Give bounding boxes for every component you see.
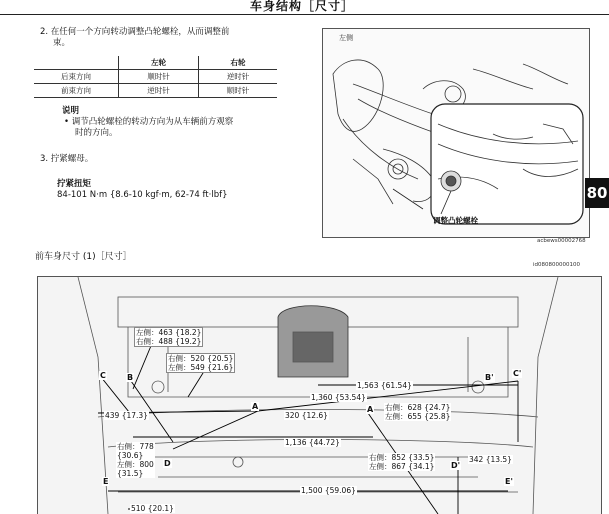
chapter-tab: 80 [585, 178, 609, 208]
table-cell: 顺时针 [198, 84, 277, 98]
table-cell: 顺时针 [119, 70, 199, 84]
point-label-c-prime: C' [513, 369, 522, 378]
table-row [34, 84, 277, 98]
suspension-figure [322, 28, 590, 238]
dim-320: 320 {12.6} [285, 411, 328, 420]
dim-text: {31.5} [117, 469, 144, 478]
torque-block [57, 179, 228, 201]
torque-title: 拧紧扭矩 [57, 179, 92, 189]
note-line: 时的方向。 [75, 128, 118, 138]
page-header [0, 0, 609, 15]
point-label-b: B [127, 373, 134, 382]
dim-342: 342 {13.5} [469, 455, 512, 464]
dim-778-800 [116, 442, 155, 478]
table-header: 右轮 [198, 56, 277, 70]
dim-1500: 1,500 {59.06} [301, 486, 356, 495]
page-title: 车身结构［尺寸］ [250, 0, 355, 13]
dim-text: 右侧：778 [117, 442, 154, 451]
point-label-e-prime: E' [505, 477, 513, 486]
table-cell: 逆时针 [119, 84, 199, 98]
note-block [62, 106, 312, 139]
dim-520-549 [166, 353, 235, 373]
figure1-code: acbews00002768 [537, 238, 586, 244]
dim-text: 右侧：488 {19.2} [136, 337, 202, 346]
torque-value: 84-101 N·m {8.6-10 kgf·m, 62-74 ft·lbf} [57, 190, 228, 200]
dim-852-867 [368, 453, 435, 471]
dim-text: 右侧：520 {20.5} [168, 354, 234, 363]
dim-text: 左侧：655 {25.8} [385, 412, 451, 421]
dim-1136: 1,136 {44.72} [285, 438, 340, 447]
dim-text: 左侧：867 {34.1} [369, 462, 435, 471]
point-label-b-prime: B' [485, 373, 494, 382]
note-title: 说明 [62, 106, 80, 116]
step-2-text-cont: 束。 [53, 38, 71, 48]
point-label-d-prime: D' [451, 461, 461, 470]
figure1-left-label: 左侧 [339, 34, 353, 42]
step-2 [40, 27, 310, 49]
dim-463-488 [134, 327, 203, 347]
table-header-row [34, 56, 277, 70]
point-label-a2: A [367, 405, 374, 414]
point-label-c: C [100, 371, 106, 380]
point-label-a: A [252, 402, 259, 411]
dim-text: 左侧：463 {18.2} [136, 328, 202, 337]
dim-text: {30.6} [117, 451, 144, 460]
dim-text: 左侧：800 [117, 460, 154, 469]
dim-1360: 1,360 {53.54} [311, 393, 366, 402]
point-label-e: E [103, 477, 109, 486]
step-2-text: 2. 在任何一个方向转动调整凸轮螺栓，从而调整前 [40, 27, 230, 37]
step-3: 3. 拧紧螺母。 [40, 154, 94, 164]
dim-text: 右侧：852 {33.5} [369, 453, 435, 462]
cam-bolt-callout: 调整凸轮螺栓 [433, 216, 478, 225]
table-cell: 前束方向 [34, 84, 119, 98]
note-line: • 调节凸轮螺栓的转动方向为从车辆前方观察 [64, 117, 234, 127]
point-label-d: D [164, 459, 171, 468]
dim-1563: 1,563 {61.54} [357, 381, 412, 390]
dim-text: 左侧：549 {21.6} [168, 363, 234, 372]
front-body-dimension-figure [37, 276, 602, 514]
dim-439: 439 {17.3} [105, 411, 148, 420]
table-cell: 逆时针 [198, 70, 277, 84]
dim-510: 510 {20.1} [131, 504, 174, 513]
dim-628-655 [384, 403, 451, 421]
section-title: 前车身尺寸 (1)［尺寸］ [35, 252, 132, 262]
table-row [34, 70, 277, 84]
rotation-table [34, 56, 277, 98]
table-header [34, 56, 119, 70]
section-code: id080800000100 [533, 262, 581, 268]
suspension-drawing [323, 29, 589, 237]
table-cell: 后束方向 [34, 70, 119, 84]
dim-text: 右侧：628 {24.7} [385, 403, 451, 412]
table-header: 左轮 [119, 56, 199, 70]
